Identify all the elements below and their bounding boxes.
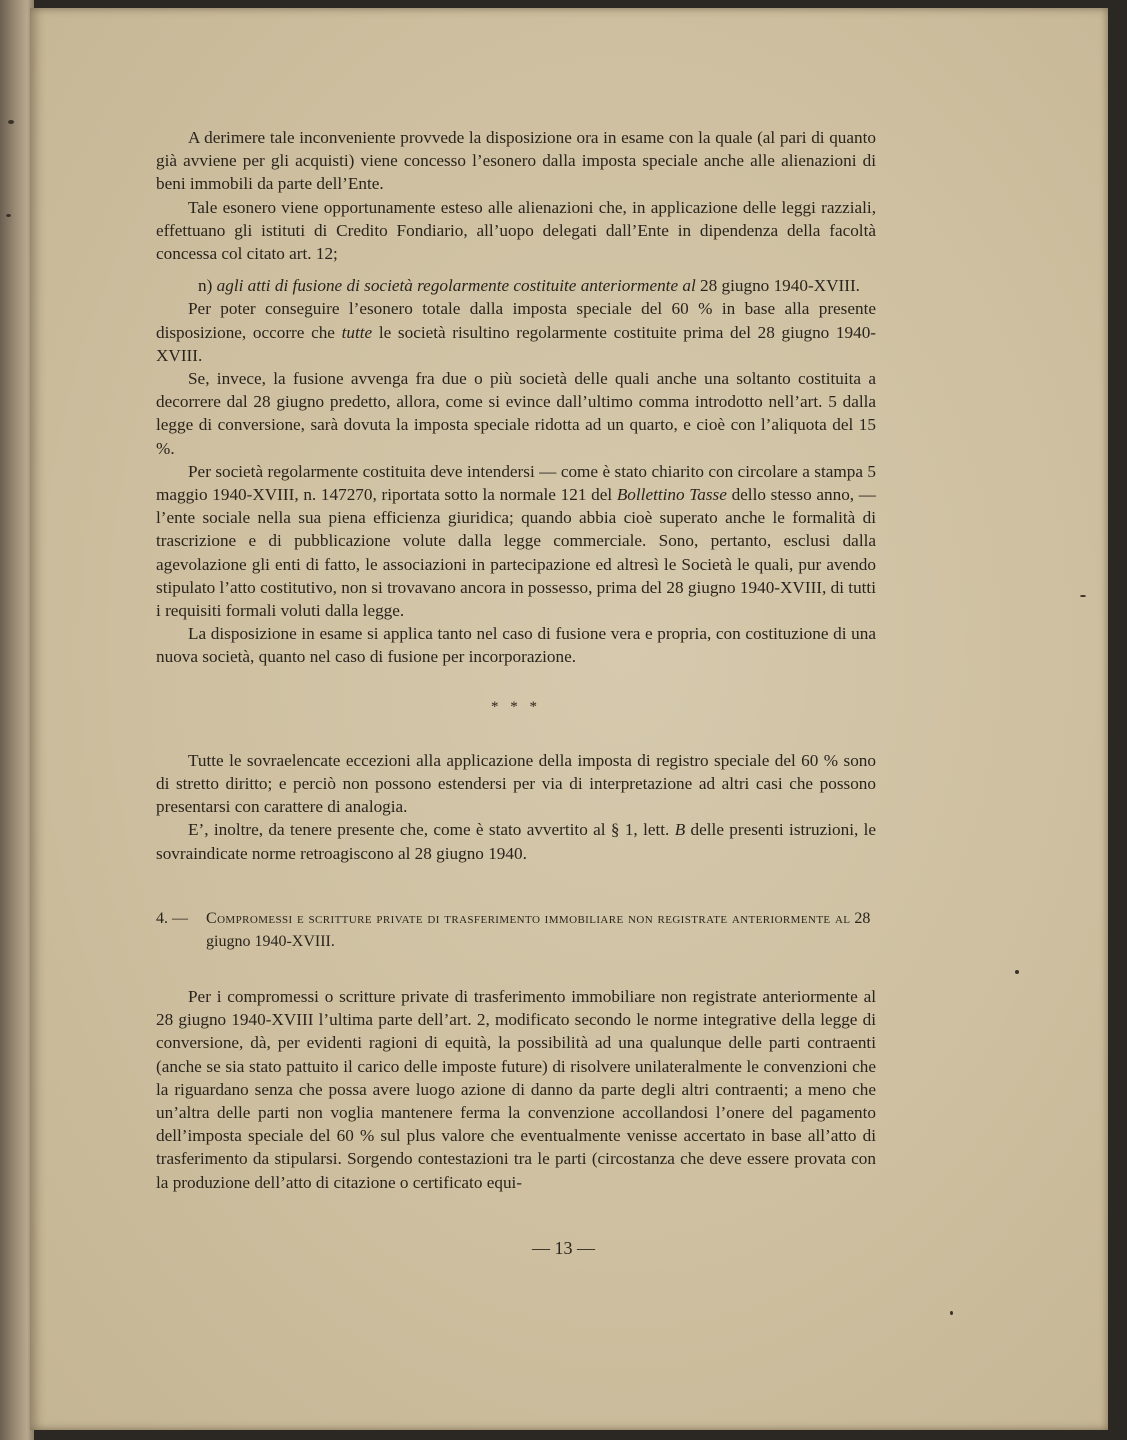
paragraph-text: Per poter conseguire l’esonero totale dalla imposta speciale del 60 % in base alla presente disposizione, occorre che xyxy=(156,299,876,342)
paragraph: A derimere tale inconveniente provvede la disposizione ora in esame con la quale (al pari di quanto già avviene per gli acquisti) viene concesso l’esonero dalla imposta speciale anche alle alienazioni di beni immobili da parte dell’Ente. xyxy=(156,128,876,194)
list-item-n xyxy=(156,274,876,297)
page-speck xyxy=(6,214,11,217)
paragraph-text: delle presenti istruzioni, le sovraindicate norme retroagiscono al 28 giugno 1940. xyxy=(156,820,877,863)
emphasis-text: Bollettino Tasse xyxy=(616,485,727,505)
paragraph xyxy=(156,818,876,864)
page-speck xyxy=(1015,970,1019,974)
section-title: Compromessi e scritture private di trasferimento immobiliare non registrate anteriormente al xyxy=(206,909,851,927)
paragraph-text: E’, inoltre, da tenere presente che, come è stato avvertito al § 1, lett. xyxy=(188,820,670,840)
paragraph xyxy=(156,297,876,367)
item-text: agli atti di fusione di società regolarmente costituite anteriormente al xyxy=(216,276,696,296)
paragraph: Per i compromessi o scritture private di trasferimento immobiliare non registrate anteriormente al 28 giugno 1940-XVIII l’ultima parte dell’art. 2, modificato secondo le norme integrative della legge di conversione, dà, per evidenti ragioni di equità, la possibilità ad una qualunque delle parti contraenti (anche se sia stato pattuito il carico delle imposte future) di risolvere unilateralmente le convenzioni che la riguardano senza che possa avere luogo azione di danno da parte degli altri contraenti; a meno che un’altra delle parti non voglia mantenere ferma la convenzione accollandosi l’onere del pagamento dell’imposta speciale del 60 % sul plus valore che eventualmente venisse accertato in base all’atto di trasferimento da stipularsi. Sorgendo contestazioni tra le parti (circostanza che deve essere provata con la produzione dell’atto di citazione o certificato equi- xyxy=(156,986,876,1192)
emphasis-text: tutte xyxy=(341,322,373,342)
paragraph-text: Per società regolarmente costituita deve intendersi — come è stato chiarito con circolare a stampa 5 maggio 1940-XVIII, n. 147270, riportata sotto la normale 121 del xyxy=(156,461,876,505)
item-label: n) xyxy=(198,276,213,296)
item-date: 28 giugno 1940-XVIII. xyxy=(700,276,860,296)
page-speck xyxy=(950,1311,953,1315)
paragraph: Tutte le sovraelencate eccezioni alla applicazione della imposta di registro speciale del 60 % sono di stretto diritto; e perciò non possono estendersi per via di interpretazione ad altri casi che possono presentarsi con carattere di analogia. xyxy=(156,750,876,817)
paragraph: Se, invece, la fusione avvenga fra due o più società delle quali anche una soltanto costituita a decorrere dal 28 giugno predetto, allora, come si evince dall’ultimo comma introdotto nell’art. 5 dalla legge di conversione, sarà dovuta la imposta speciale ridotta ad un quarto, e cioè con l’aliquota del 15 %. xyxy=(156,369,876,458)
paragraph xyxy=(156,460,876,622)
page-speck xyxy=(1080,595,1086,597)
paragraph-text: le società risultino regolarmente costituite prima del 28 giugno 1940-XVIII. xyxy=(156,322,877,365)
paragraph: La disposizione in esame si applica tanto nel caso di fusione vera e propria, con costituzione di una nuova società, quanto nel caso di fusione per incorporazione. xyxy=(156,624,876,667)
section-date: 28 giugno 1940-XVIII. xyxy=(206,909,871,950)
paragraph-text: dello stesso anno, — l’ente sociale nella sua piena efficienza giuridica; quando abbia cioè superato anche le formalità di trascrizione e di pubblicazione volute dalla legge commerciale. Sono, pertanto, esclusi dalla agevolazione gli enti di fatto, le associazioni in partecipazione ed altresì le Società le quali, pur avendo stipulato l’atto costitutivo, non si trovavano ancora in possesso, prima del 28 giugno 1940-XVIII, di tutti i requisiti formali voluti dalla legge. xyxy=(156,485,876,621)
emphasis-text: B xyxy=(674,820,686,840)
document-body xyxy=(156,126,876,1194)
section-number: 4. — xyxy=(156,909,188,927)
page-number: — 13 — xyxy=(532,1238,595,1258)
section-separator: * * * xyxy=(491,698,541,715)
previous-page-edge xyxy=(0,0,34,1440)
section-heading xyxy=(156,907,876,953)
page-speck xyxy=(8,120,14,124)
paragraph: Tale esonero viene opportunamente esteso alle alienazioni che, in applicazione delle leggi razziali, effettuano gli istituti di Credito Fondiario, all’uopo delegati dall’Ente in dipendenza della facoltà concessa col citato art. 12; xyxy=(156,197,876,264)
